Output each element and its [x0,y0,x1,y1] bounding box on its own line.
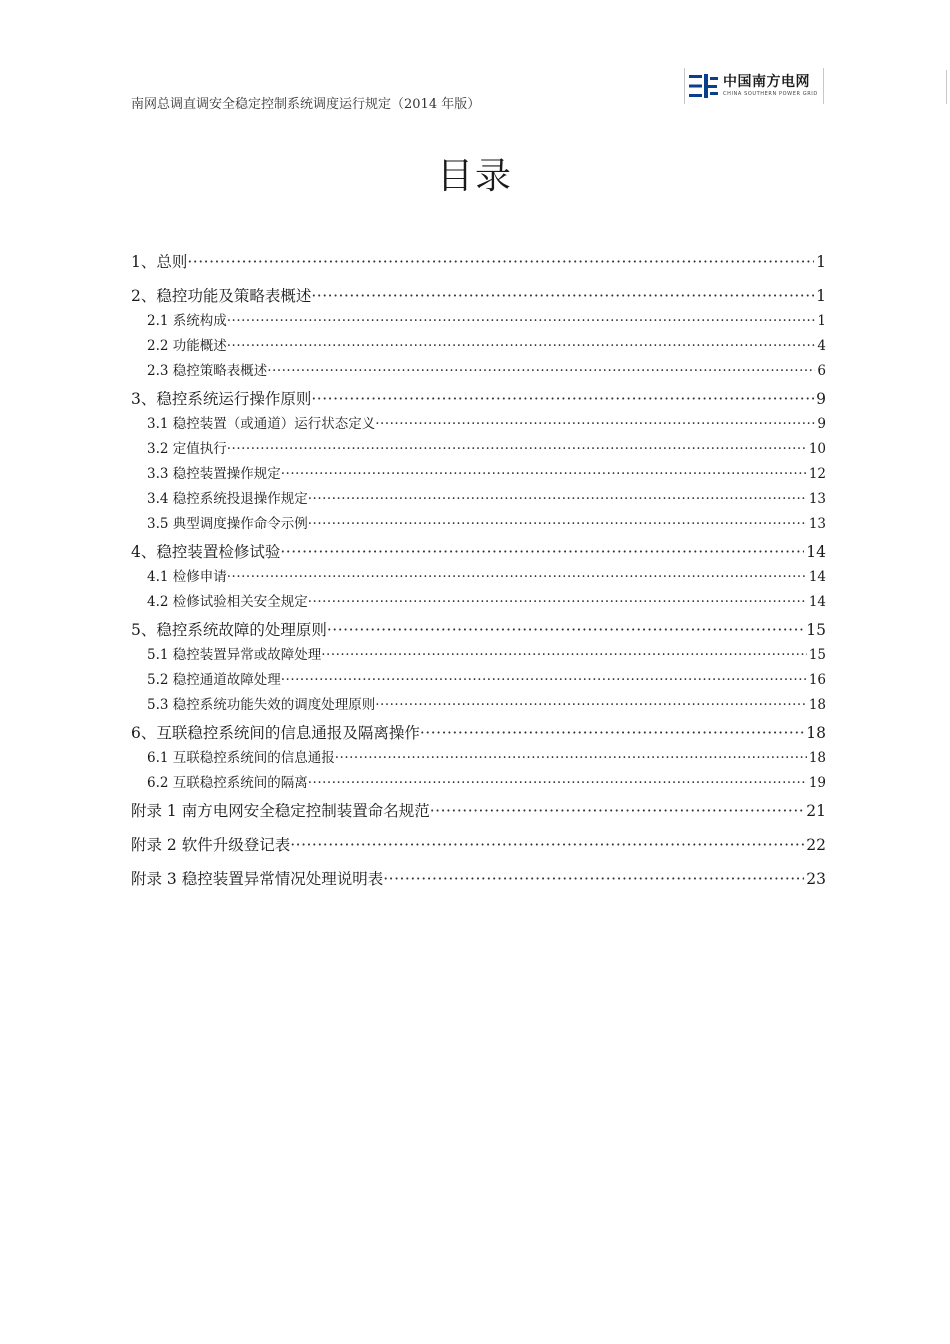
toc-dot-leader [430,797,805,825]
toc-dot-leader [327,616,804,644]
toc-dot-leader [281,669,807,691]
toc-dot-leader [227,335,816,357]
toc-dot-leader [321,644,807,666]
page-edge-mark [946,70,947,104]
toc-entry-label: 3.4 稳控系统投退操作规定 [147,491,308,507]
toc-entry[interactable] [131,488,826,513]
toc-dot-leader [375,413,815,435]
china-southern-power-grid-logo-icon [689,73,719,99]
table-of-contents [131,248,826,899]
toc-page-number: 15 [808,647,826,663]
toc-entry[interactable] [131,438,826,463]
toc-dot-leader [290,831,804,859]
toc-page-number: 21 [806,802,826,820]
toc-dot-leader [308,488,807,510]
toc-entry[interactable] [131,772,826,797]
toc-entry-label: 附录 2 软件升级登记表 [131,836,291,854]
toc-dot-leader [280,538,804,566]
toc-page-number: 9 [817,416,826,432]
toc-page-number: 12 [808,466,826,482]
toc-entry[interactable] [131,413,826,438]
company-logo [684,68,824,104]
toc-entry-label: 附录 3 稳控装置异常情况处理说明表 [131,870,384,888]
toc-page-number: 18 [806,724,826,742]
toc-dot-leader [335,747,807,769]
toc-entry-label: 3、稳控系统运行操作原则 [131,390,312,408]
toc-page-number: 18 [808,697,826,713]
toc-page-number: 6 [817,363,826,379]
toc-entry-label: 6.2 互联稳控系统间的隔离 [147,775,308,791]
toc-page-number: 13 [808,491,826,507]
toc-entry[interactable] [131,865,826,899]
toc-page-number: 22 [806,836,826,854]
toc-page-number: 9 [816,390,826,408]
toc-entry[interactable] [131,513,826,538]
toc-entry-label: 2、稳控功能及策略表概述 [131,287,312,305]
toc-page-number: 4 [817,338,826,354]
toc-dot-leader [227,310,816,332]
toc-entry-label: 4.1 检修申请 [147,569,227,585]
toc-entry[interactable] [131,831,826,865]
toc-entry[interactable] [131,644,826,669]
toc-entry[interactable] [131,669,826,694]
toc-page-number: 1 [816,287,826,305]
toc-entry[interactable] [131,719,826,747]
toc-entry-label: 3.5 典型调度操作命令示例 [147,516,308,532]
toc-dot-leader [375,694,807,716]
toc-entry-label: 2.3 稳控策略表概述 [147,363,268,379]
toc-entry[interactable] [131,797,826,831]
toc-page-number: 14 [808,594,826,610]
logo-name-en: CHINA SOUTHERN POWER GRID [723,91,818,97]
toc-entry-label: 附录 1 南方电网安全稳定控制装置命名规范 [131,802,430,820]
toc-entry-label: 1、总则 [131,253,188,271]
toc-page-number: 14 [808,569,826,585]
toc-page-number: 15 [806,621,826,639]
toc-dot-leader [308,772,807,794]
toc-entry[interactable] [131,248,826,282]
toc-entry[interactable] [131,360,826,385]
toc-entry[interactable] [131,463,826,488]
toc-page-number: 13 [808,516,826,532]
toc-entry[interactable] [131,538,826,566]
toc-entry[interactable] [131,616,826,644]
toc-entry-label: 2.1 系统构成 [147,313,227,329]
toc-dot-leader [308,591,807,613]
toc-entry[interactable] [131,282,826,310]
toc-entry[interactable] [131,310,826,335]
toc-entry-label: 5.3 稳控系统功能失效的调度处理原则 [147,697,376,713]
toc-entry[interactable] [131,747,826,772]
toc-dot-leader [281,463,807,485]
logo-name-cn: 中国南方电网 [723,74,810,90]
toc-dot-leader [308,513,807,535]
toc-page-number: 19 [808,775,826,791]
toc-page-number: 1 [817,313,826,329]
toc-entry-label: 4.2 检修试验相关安全规定 [147,594,308,610]
running-header: 南网总调直调安全稳定控制系统调度运行规定（2014 年版） [131,97,481,112]
toc-page-number: 1 [816,253,826,271]
toc-entry-label: 6.1 互联稳控系统间的信息通报 [147,750,335,766]
toc-dot-leader [383,865,804,893]
toc-page-number: 10 [808,441,826,457]
toc-dot-leader [187,248,814,276]
toc-entry-label: 4、稳控装置检修试验 [131,543,281,561]
toc-entry-label: 5、稳控系统故障的处理原则 [131,621,327,639]
toc-dot-leader [267,360,815,382]
page-title: 目录 [436,156,513,197]
toc-entry-label: 6、互联稳控系统间的信息通报及隔离操作 [131,724,420,742]
toc-entry[interactable] [131,591,826,616]
toc-entry-label: 2.2 功能概述 [147,338,227,354]
toc-entry-label: 3.3 稳控装置操作规定 [147,466,281,482]
toc-entry[interactable] [131,335,826,360]
toc-dot-leader [227,438,807,460]
toc-entry[interactable] [131,694,826,719]
toc-entry-label: 5.1 稳控装置异常或故障处理 [147,647,322,663]
toc-entry-label: 3.2 定值执行 [147,441,227,457]
toc-entry-label: 5.2 稳控通道故障处理 [147,672,281,688]
toc-dot-leader [311,385,814,413]
toc-page-number: 16 [808,672,826,688]
toc-page-number: 18 [808,750,826,766]
toc-dot-leader [311,282,814,310]
toc-entry[interactable] [131,566,826,591]
toc-dot-leader [420,719,804,747]
toc-entry[interactable] [131,385,826,413]
toc-page-number: 14 [806,543,826,561]
toc-dot-leader [227,566,807,588]
toc-entry-label: 3.1 稳控装置（或通道）运行状态定义 [147,416,376,432]
toc-page-number: 23 [806,870,826,888]
